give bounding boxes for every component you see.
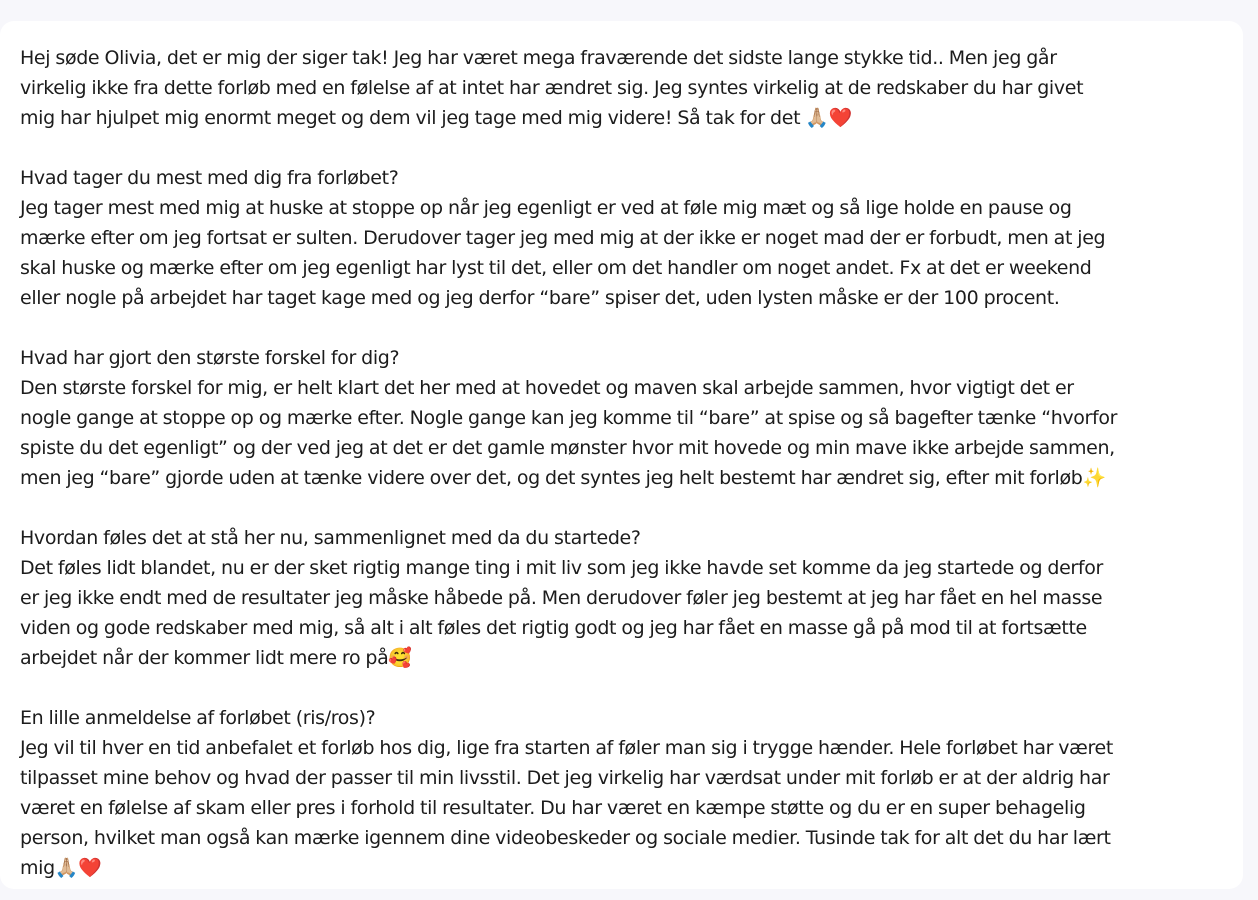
intro-paragraph	[20, 43, 1227, 133]
answer-line: men jeg “bare” gjorde uden at tænke videre over det, og det syntes jeg helt bestemt har ændret sig, efter mit forløb✨	[20, 467, 1106, 489]
intro-line: Hej søde Olivia, det er mig der siger tak! Jeg har været mega fraværende det sidste lange stykke tid.. Men jeg går	[20, 47, 1057, 69]
answer-line: mig🙏🏼❤️	[20, 857, 102, 879]
answer-line: tilpasset mine behov og hvad der passer til min livsstil. Det jeg virkelig har værdsat under mit forløb er at der aldrig har	[20, 767, 1110, 789]
answer-line: nogle gange at stoppe op og mærke efter. Nogle gange kan jeg komme til “bare” at spise og så bagefter tænke “hvorfor	[20, 407, 1118, 429]
question-text: Hvad tager du mest med dig fra forløbet?	[20, 167, 399, 189]
question-text: Hvordan føles det at stå her nu, sammenlignet med da du startede?	[20, 527, 641, 549]
answer-line: eller nogle på arbejdet har taget kage med og jeg derfor “bare” spiser det, uden lysten måske er der 100 procent.	[20, 287, 1060, 309]
question-text: En lille anmeldelse af forløbet (ris/ros)?	[20, 707, 376, 729]
answer-line: skal huske og mærke efter om jeg egenligt har lyst til det, eller om det handler om noget andet. Fx at det er weekend	[20, 257, 1092, 279]
answer-line: været en følelse af skam eller pres i forhold til resultater. Du har været en kæmpe støtte og du er en super behagelig	[20, 797, 1086, 819]
section-review	[20, 703, 1227, 883]
answer-line: spiste du det egenligt” og der ved jeg at det er det gamle mønster hvor mit hovede og min mave ikke arbejde sammen,	[20, 437, 1115, 459]
intro-line: virkelig ikke fra dette forløb med en følelse af at intet har ændret sig. Jeg syntes virkelig at de redskaber du har givet	[20, 77, 1084, 99]
question-text: Hvad har gjort den største forskel for dig?	[20, 347, 400, 369]
section-takeaways	[20, 163, 1227, 313]
intro-line: mig har hjulpet mig enormt meget og dem vil jeg tage med mig videre! Så tak for det 🙏🏼❤️	[20, 107, 852, 129]
answer-line: viden og gode redskaber med mig, så alt i alt føles det rigtig godt og jeg har fået en masse gå på mod til at fortsætte	[20, 617, 1087, 639]
answer-line: Jeg tager mest med mig at huske at stoppe op når jeg egenligt er ved at føle mig mæt og så lige holde en pause og	[20, 197, 1072, 219]
answer-line: mærke efter om jeg fortsat er sulten. Derudover tager jeg med mig at der ikke er noget mad der er forbudt, men at jeg	[20, 227, 1106, 249]
section-biggest-difference	[20, 343, 1227, 493]
message-card	[0, 21, 1243, 889]
answer-line: Den største forskel for mig, er helt klart det her med at hovedet og maven skal arbejde sammen, hvor vigtigt det er	[20, 377, 1074, 399]
answer-line: arbejdet når der kommer lidt mere ro på🥰	[20, 647, 412, 669]
answer-line: person, hvilket man også kan mærke igennem dine videobeskeder og sociale medier. Tusinde tak for alt det du har lært	[20, 827, 1111, 849]
answer-line: Jeg vil til hver en tid anbefalet et forløb hos dig, lige fra starten af føler man sig i trygge hænder. Hele forløbet har været	[20, 737, 1113, 759]
section-how-it-feels	[20, 523, 1227, 673]
answer-line: er jeg ikke endt med de resultater jeg måske håbede på. Men derudover føler jeg bestemt at jeg har fået en hel masse	[20, 587, 1103, 609]
message-body	[20, 43, 1227, 883]
answer-line: Det føles lidt blandet, nu er der sket rigtig mange ting i mit liv som jeg ikke havde set komme da jeg startede og derfor	[20, 557, 1103, 579]
